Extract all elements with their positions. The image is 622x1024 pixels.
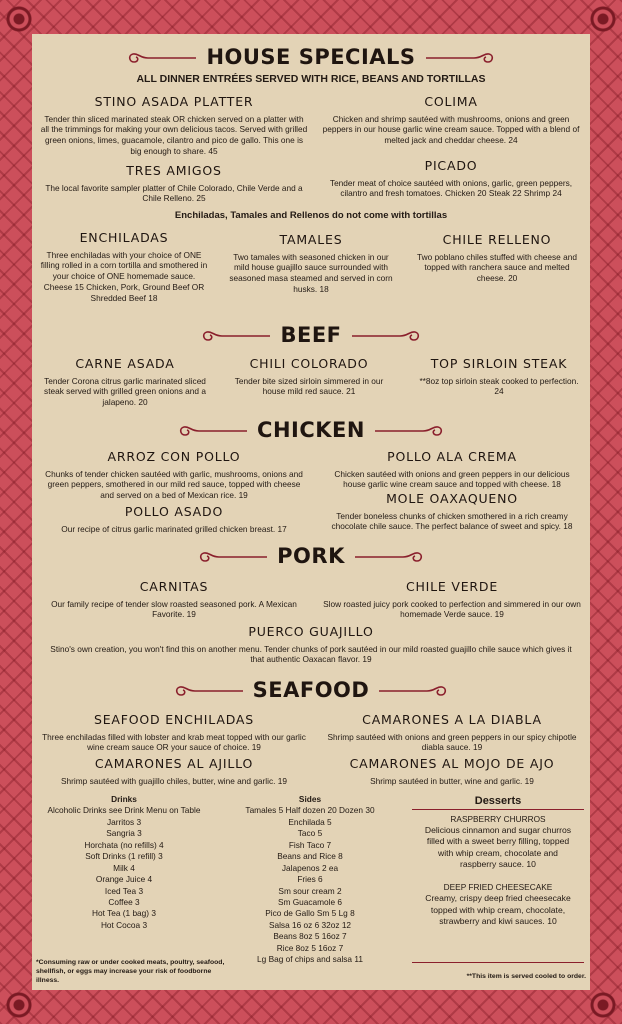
dish-name: PICADO xyxy=(424,158,478,173)
dish-desc: Chunks of tender chicken sautéed with garlic, mushrooms, onions and green peppers, smothered in our mild red sauce, topped with cheese and served on a bed of Mexican rice. 19 xyxy=(45,468,303,501)
dish-name: CARNE ASADA xyxy=(75,356,175,371)
dish-desc: Stino's own creation, you won't find this on another menu. Tender chunks of pork sautéed in our mild roasted guajillo chile sauce which gives it that authentic Oaxacan flavor. 19 xyxy=(50,643,572,665)
menu-item xyxy=(322,579,582,620)
dish-name: CHILE VERDE xyxy=(405,579,499,594)
list-item: Sm Guacamole 6 xyxy=(277,896,343,907)
menu-item xyxy=(40,163,308,204)
left-flourish-icon xyxy=(202,329,272,343)
menu-item xyxy=(224,356,394,397)
menu-item xyxy=(322,449,582,490)
pork-heading xyxy=(32,543,590,571)
left-flourish-icon xyxy=(179,424,249,438)
dish-name: TAMALES xyxy=(279,232,343,247)
menu-item xyxy=(40,579,308,620)
cooled-note: **This item is served cooled to order. xyxy=(466,973,586,980)
menu-item xyxy=(412,232,582,284)
menu-item xyxy=(40,356,210,408)
right-flourish-icon xyxy=(424,51,494,65)
dessert-name: RASPBERRY CHURROS xyxy=(450,814,546,824)
menu-item xyxy=(40,756,308,786)
dish-desc: Slow roasted juicy pork cooked to perfection and simmered in our own homemade Verde sauce. 19 xyxy=(323,598,581,620)
list-item: Pico de Gallo Sm 5 Lg 8 xyxy=(265,908,355,919)
list-item: Rice 8oz 5 16oz 7 xyxy=(276,942,344,953)
menu-item xyxy=(322,491,582,532)
dish-name: PUERCO GUAJILLO xyxy=(248,624,374,639)
menu-item xyxy=(40,712,308,753)
dish-desc: Tender meat of choice sautéed with onions, garlic, green peppers, cilantro and fresh tomatoes. Chicken 20 Steak 22 Shrimp 24 xyxy=(329,177,573,199)
section-title: SEAFOOD xyxy=(252,678,370,702)
dish-name: TOP SIRLOIN STEAK xyxy=(430,356,568,371)
dish-desc: Three enchiladas with your choice of ONE filling rolled in a corn tortilla and smothered in your choice of ONE homemade sauce. Cheese 15 Chicken, Pork, Ground Beef OR Shredded Beef 18 xyxy=(40,249,208,304)
menu-item xyxy=(319,158,583,199)
dish-name: ARROZ CON POLLO xyxy=(107,449,241,464)
list-item: Jarritos 3 xyxy=(106,816,142,827)
list-item: Enchilada 5 xyxy=(288,816,332,827)
dish-name: CHILE RELLENO xyxy=(442,232,552,247)
corner-ornament-icon xyxy=(588,4,618,34)
right-flourish-icon xyxy=(377,684,447,698)
dish-name: CAMARONES A LA DIABLA xyxy=(362,712,542,727)
dish-desc: Tender bite sized sirloin simmered in our house mild red sauce. 21 xyxy=(234,375,384,397)
dish-name: SEAFOOD ENCHILADAS xyxy=(93,712,254,727)
list-item: Taco 5 xyxy=(297,828,323,839)
dish-desc: The local favorite sampler platter of Chile Colorado, Chile Verde and a Chile Relleno. 25 xyxy=(45,182,303,204)
menu-item xyxy=(319,94,583,146)
menu-item xyxy=(228,232,394,295)
list-item: Hot Tea (1 bag) 3 xyxy=(92,908,156,919)
menu-item xyxy=(322,756,582,786)
dish-desc: Chicken and shrimp sautéed with mushrooms, onions and green peppers in our house garlic wine cream sauce. Topped with a blend of melted jack and cheddar cheese. 24 xyxy=(322,113,580,146)
dish-name: CAMARONES AL AJILLO xyxy=(94,756,254,771)
dish-desc: Shrimp sautéed with onions and green peppers in our spicy chipotle diabla sauce. 19 xyxy=(327,731,577,753)
list-item: Hot Cocoa 3 xyxy=(100,919,148,930)
dessert-name: DEEP FRIED CHEESECAKE xyxy=(443,882,553,893)
dessert-desc: Delicious cinnamon and sugar churros filled with a sweet berry filling, topped with whip cream, chocolate and raspberry sauce. 10 xyxy=(424,824,572,869)
dish-desc: Two tamales with seasoned chicken in our mild house guajillo sauce surrounded with seasoned masa steamed and served in corn husks. 18 xyxy=(229,251,393,295)
drinks-list xyxy=(38,794,210,931)
drinks-heading: Drinks xyxy=(111,794,137,804)
tortilla-note: Enchiladas, Tamales and Rellenos do not come with tortillas xyxy=(174,210,448,221)
dish-desc: Tender thin sliced marinated steak OR chicken served on a platter with all the trimmings for making your own delicious tacos. Served with grilled green onions, limes, guacamole, cilantro and pico de gallo. This one is big enough to share. 45 xyxy=(40,113,308,157)
menu-item xyxy=(40,449,308,501)
dish-name: MOLE OAXAQUENO xyxy=(386,491,518,506)
sides-list xyxy=(224,794,396,966)
list-item: Fish Taco 7 xyxy=(288,839,332,850)
menu-panel xyxy=(32,34,590,990)
page-subtitle: ALL DINNER ENTRÉES SERVED WITH RICE, BEANS AND TORTILLAS xyxy=(136,73,486,85)
dish-name: ENCHILADAS xyxy=(79,230,169,245)
dish-desc: **8oz top sirloin steak cooked to perfection. 24 xyxy=(419,375,579,397)
menu-item xyxy=(46,624,576,665)
list-item: Soft Drinks (1 refill) 3 xyxy=(85,851,163,862)
left-flourish-icon xyxy=(175,684,245,698)
dish-name: STINO ASADA PLATTER xyxy=(94,94,254,109)
dish-desc: Two poblano chiles stuffed with cheese and topped with ranchera sauce and melted cheese. 20 xyxy=(417,251,577,284)
list-item: Milk 4 xyxy=(113,862,135,873)
sides-heading: Sides xyxy=(298,794,322,804)
right-flourish-icon xyxy=(373,424,443,438)
consumption-warning: *Consuming raw or under cooked meats, poultry, seafood, shellfish, or eggs may increase your risk of foodborne illness. xyxy=(36,959,225,985)
desserts-heading: Desserts xyxy=(474,795,522,807)
list-item: Fries 6 xyxy=(297,874,323,885)
dish-name: POLLO ASADO xyxy=(124,504,224,519)
corner-ornament-icon xyxy=(4,990,34,1020)
left-flourish-icon xyxy=(199,550,269,564)
section-title: PORK xyxy=(277,544,345,568)
menu-item xyxy=(40,94,308,157)
menu-item xyxy=(40,504,308,534)
section-title: CHICKEN xyxy=(257,418,365,442)
corner-ornament-icon xyxy=(588,990,618,1020)
dish-name: CAMARONES AL MOJO DE AJO xyxy=(349,756,555,771)
page-title: HOUSE SPECIALS xyxy=(206,45,416,69)
menu-item xyxy=(322,712,582,753)
section-title: BEEF xyxy=(280,323,342,347)
dish-name: TRES AMIGOS xyxy=(126,163,222,178)
list-item: Beans and Rice 8 xyxy=(277,851,343,862)
list-item: Horchata (no refills) 4 xyxy=(84,839,164,850)
list-item: Tamales 5 Half dozen 20 Dozen 30 xyxy=(245,805,375,816)
dish-name: CARNITAS xyxy=(139,579,209,594)
dish-name: POLLO ALA CREMA xyxy=(387,449,517,464)
menu-item xyxy=(40,230,208,304)
desserts-box xyxy=(412,809,584,963)
beef-heading xyxy=(32,322,590,350)
dessert-desc: Creamy, crispy deep fried cheesecake topped with whip cream, chocolate, strawberry and kiwi sauces. 10 xyxy=(425,893,571,926)
list-item: Iced Tea 3 xyxy=(104,885,144,896)
dish-desc: Shrimp sautéed in butter, wine and garlic. 19 xyxy=(370,775,534,786)
corner-ornament-icon xyxy=(4,4,34,34)
list-item: Alcoholic Drinks see Drink Menu on Table xyxy=(47,805,201,816)
list-item: Sangria 3 xyxy=(106,828,142,839)
dish-desc: Shrimp sautéed with guajillo chiles, butter, wine and garlic. 19 xyxy=(61,775,287,786)
chicken-heading xyxy=(32,417,590,445)
dish-name: CHILI COLORADO xyxy=(249,356,369,371)
dish-desc: Tender Corona citrus garlic marinated sliced steak served with grilled green onions and a jalapeno. 20 xyxy=(44,375,206,408)
left-flourish-icon xyxy=(128,51,198,65)
list-item: Orange Juice 4 xyxy=(95,874,153,885)
dish-desc: Our recipe of citrus garlic marinated grilled chicken breast. 17 xyxy=(61,523,287,534)
dish-desc: Our family recipe of tender slow roasted seasoned pork. A Mexican Favorite. 19 xyxy=(51,598,297,620)
right-flourish-icon xyxy=(353,550,423,564)
menu-item xyxy=(416,356,582,397)
dish-desc: Three enchiladas filled with lobster and krab meat topped with our garlic wine cream sauce OR your sauce of choice. 19 xyxy=(42,731,306,753)
list-item: Jalapenos 2 ea xyxy=(281,862,339,873)
list-item: Lg Bag of chips and salsa 11 xyxy=(257,954,363,965)
dish-name: COLIMA xyxy=(424,94,478,109)
dish-desc: Chicken sautéed with onions and green peppers in our delicious house garlic wine cream sauce and topped with cheese. 18 xyxy=(334,468,570,490)
list-item: Coffee 3 xyxy=(108,896,140,907)
seafood-heading xyxy=(32,677,590,705)
dish-desc: Tender boneless chunks of chicken smothered in a rich creamy chocolate chile sauce. The perfect balance of sweet and spicy. 18 xyxy=(331,510,573,532)
list-item: Sm sour cream 2 xyxy=(278,885,342,896)
right-flourish-icon xyxy=(350,329,420,343)
list-item: Salsa 16 oz 6 32oz 12 xyxy=(268,919,352,930)
house-specials-heading xyxy=(32,44,590,72)
list-item: Beans 8oz 5 16oz 7 xyxy=(273,931,347,942)
